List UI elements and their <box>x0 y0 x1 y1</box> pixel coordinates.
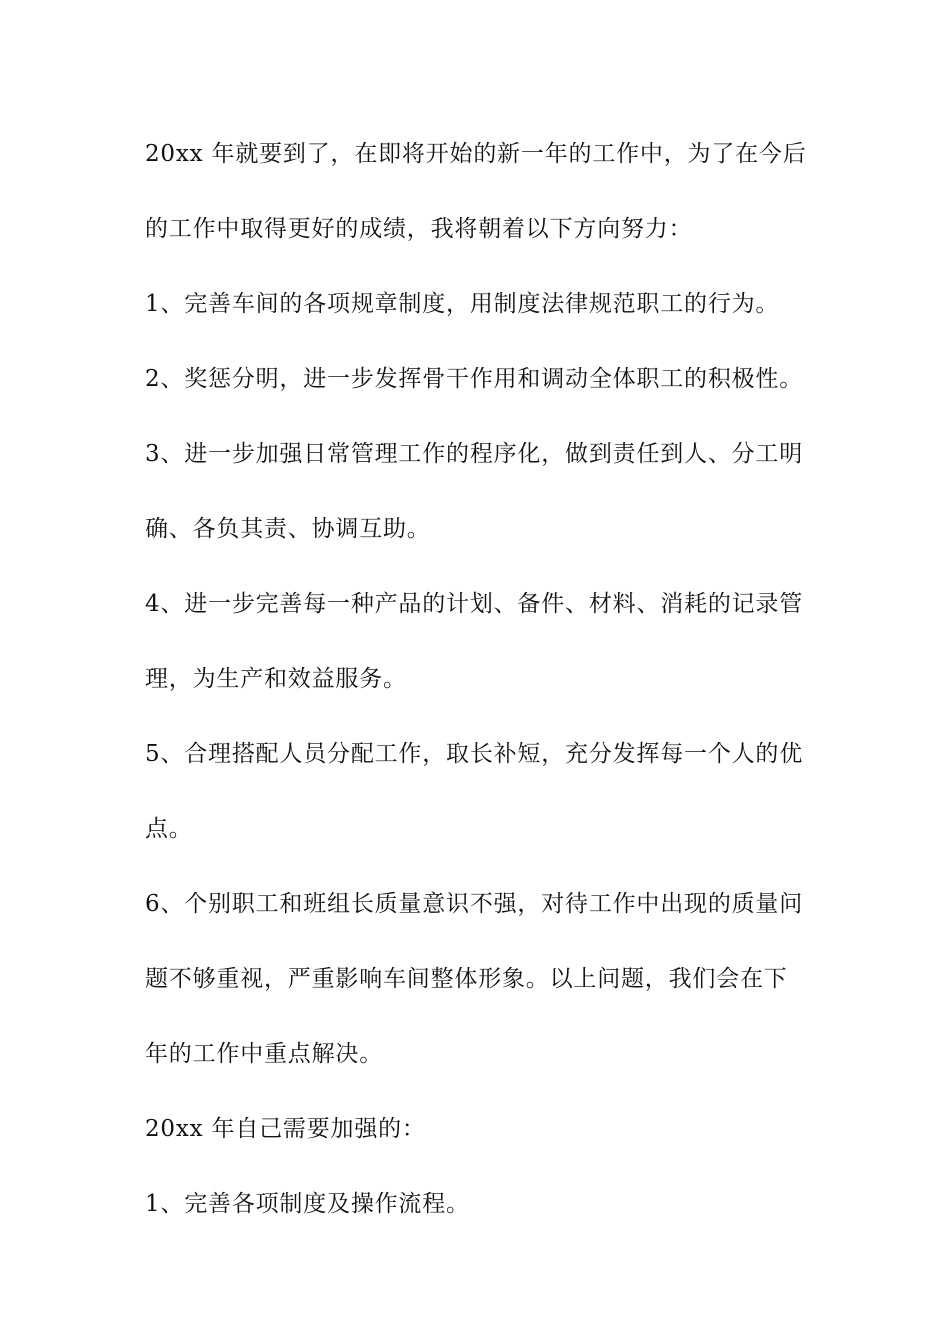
section-heading: 20xx 年自己需要加强的： <box>145 1116 426 1142</box>
list-item-5: 5、合理搭配人员分配工作，取长补短，充分发挥每一个人的优 <box>145 741 804 767</box>
list-item-2: 2、奖惩分明，进一步发挥骨干作用和调动全体职工的积极性。 <box>145 366 804 392</box>
text-line: 的工作中取得更好的成绩，我将朝着以下方向努力： <box>145 216 693 242</box>
list-item-6-continued: 年的工作中重点解决。 <box>145 1041 383 1067</box>
list-item-1: 1、完善车间的各项规章制度，用制度法律规范职工的行为。 <box>145 291 780 317</box>
list-item-6: 6、个别职工和班组长质量意识不强，对待工作中出现的质量问 <box>145 891 804 917</box>
text-line: 20xx 年就要到了，在即将开始的新一年的工作中，为了在今后 <box>145 141 807 167</box>
list-item-4-continued: 理，为生产和效益服务。 <box>145 666 407 692</box>
list-item-4: 4、进一步完善每一种产品的计划、备件、材料、消耗的记录管 <box>145 591 804 617</box>
list-item-3-continued: 确、各负其责、协调互助。 <box>145 516 431 542</box>
document-body <box>145 128 810 1253</box>
list-item-5-continued: 点。 <box>145 816 193 842</box>
list-item-6-continued: 题不够重视，严重影响车间整体形象。以上问题，我们会在下 <box>145 966 788 992</box>
list-item-1: 1、完善各项制度及操作流程。 <box>145 1191 470 1217</box>
list-item-3: 3、进一步加强日常管理工作的程序化，做到责任到人、分工明 <box>145 441 804 467</box>
